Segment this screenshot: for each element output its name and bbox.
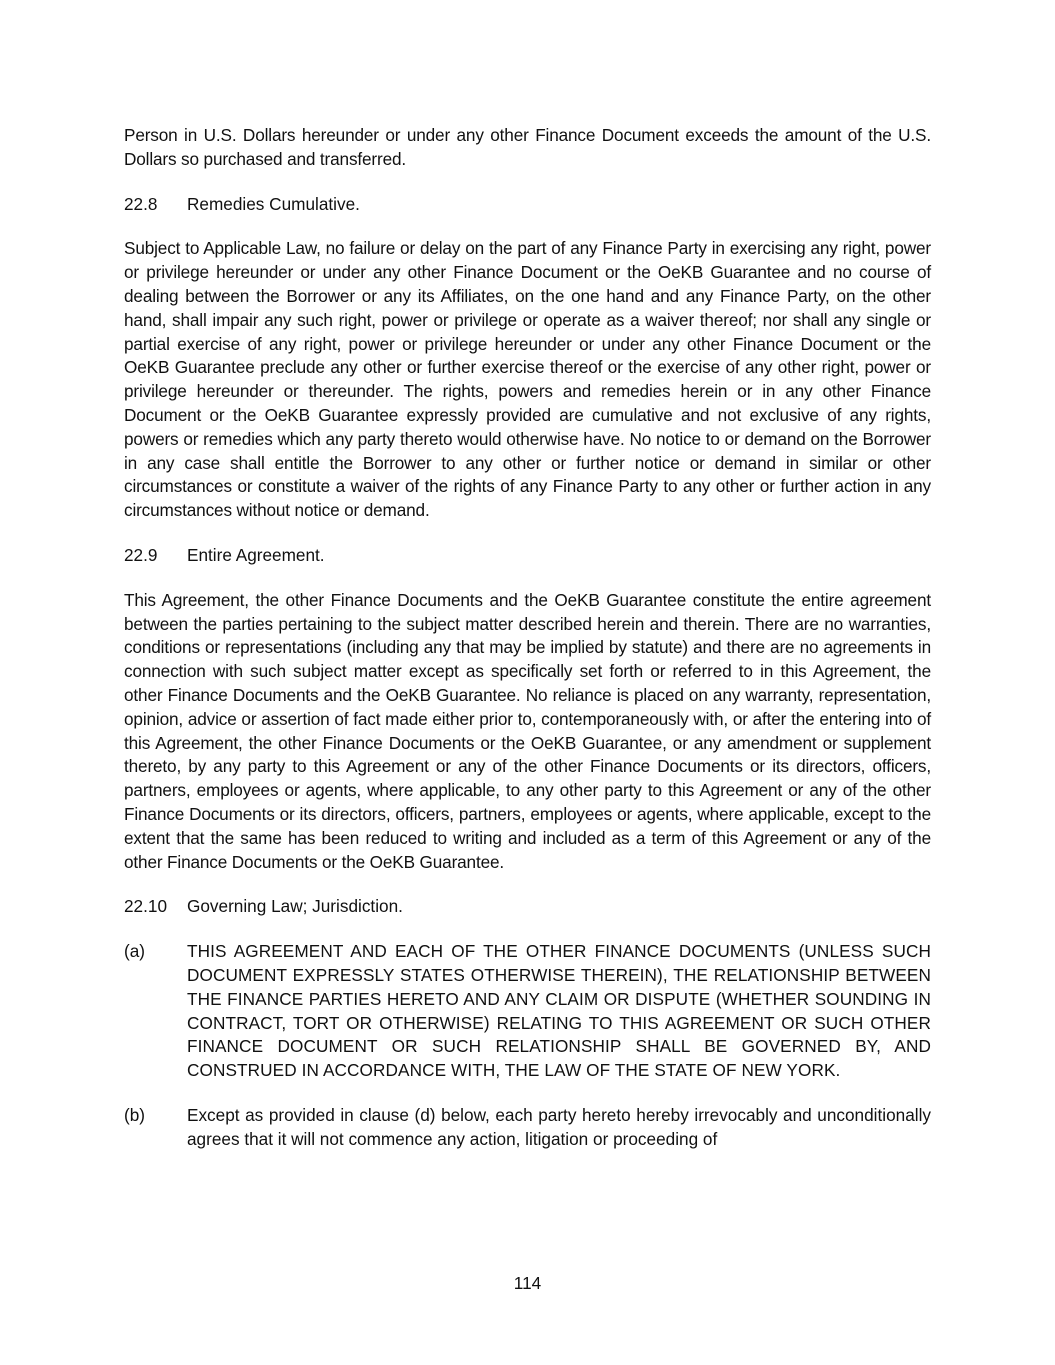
section-title: Entire Agreement. <box>187 544 325 565</box>
section-heading-22-10 <box>124 895 931 919</box>
section-body-22-9: This Agreement, the other Finance Documents and the OeKB Guarantee constitute the entire agreement between the parties pertaining to the subject matter described herein and therein. There are no warranties, conditions or representations (including any that may be implied by statute) and there are no agreements in connection with such subject matter except as specifically set forth or referred to in this Agreement, the other Finance Documents and the OeKB Guarantee. No reliance is placed on any warranty, representation, opinion, advice or assertion of fact made either prior to, contemporaneously with, or after the entering into of this Agreement, the other Finance Documents or the OeKB Guarantee, or any amendment or supplement thereto, by any party to this Agreement or any of the other Finance Documents or its directors, officers, partners, employees or agents, where applicable, to any other party to this Agreement or any of the other Finance Documents or its directors, officers, partners, employees or agents, where applicable, except to the extent that the same has been reduced to writing and included as a term of this Agreement or any of the other Finance Documents or the OeKB Guarantee. <box>124 589 931 872</box>
clause-label: (b) <box>124 1104 146 1125</box>
section-number: 22.8 <box>124 193 158 214</box>
page-number: 114 <box>513 1273 542 1293</box>
clause-text: Except as provided in clause (d) below, each party hereto hereby irrevocably and unconditionally agrees that it will not commence any action, litigation or proceeding of <box>187 1104 931 1149</box>
clause-label: (a) <box>124 941 146 962</box>
section-body-22-8: Subject to Applicable Law, no failure or delay on the part of any Finance Party in exercising any right, power or privilege hereunder or under any other Finance Document or the OeKB Guarantee and no course of dealing between the Borrower or any its Affiliates, on the one hand and any Finance Party, on the other hand, shall impair any such right, power or privilege or operate as a waiver thereof; nor shall any single or partial exercise of any right, power or privilege hereunder or under any other Finance Document or the OeKB Guarantee preclude any other or further exercise thereof or the exercise of any other right, power or privilege hereunder or thereunder. The rights, powers and remedies herein or in any other Finance Document or the OeKB Guarantee expressly provided are cumulative and not exclusive of any rights, powers or remedies which any party thereto would otherwise have. No notice to or demand on the Borrower in any case shall entitle the Borrower to any other or further notice or demand in similar or other circumstances or constitute a waiver of the rights of any Finance Party to any other or further action in any circumstances without notice or demand. <box>124 238 931 521</box>
section-title: Governing Law; Jurisdiction. <box>187 896 403 917</box>
section-heading-22-9 <box>124 544 931 568</box>
section-title: Remedies Cumulative. <box>187 193 360 214</box>
section-number: 22.9 <box>124 544 158 565</box>
section-heading-22-8 <box>124 193 931 217</box>
clause-a <box>124 940 931 1083</box>
section-number: 22.10 <box>124 896 168 917</box>
clause-b <box>124 1104 931 1152</box>
clause-text: THIS AGREEMENT AND EACH OF THE OTHER FINANCE DOCUMENTS (UNLESS SUCH DOCUMENT EXPRESSLY STATES OTHERWISE THEREIN), THE RELATIONSHIP BETWEEN THE FINANCE PARTIES HERETO AND ANY CLAIM OR DISPUTE (WHETHER SOUNDING IN CONTRACT, TORT OR OTHERWISE) RELATING TO THIS AGREEMENT OR SUCH OTHER FINANCE DOCUMENT OR SUCH RELATIONSHIP SHALL BE GOVERNED BY, AND CONSTRUED IN ACCORDANCE WITH, THE LAW OF THE STATE OF NEW YORK. <box>187 941 931 1081</box>
document-page <box>124 124 931 1151</box>
continuation-paragraph: Person in U.S. Dollars hereunder or under any other Finance Document exceeds the amount of the U.S. Dollars so purchased and transferred. <box>124 125 931 169</box>
